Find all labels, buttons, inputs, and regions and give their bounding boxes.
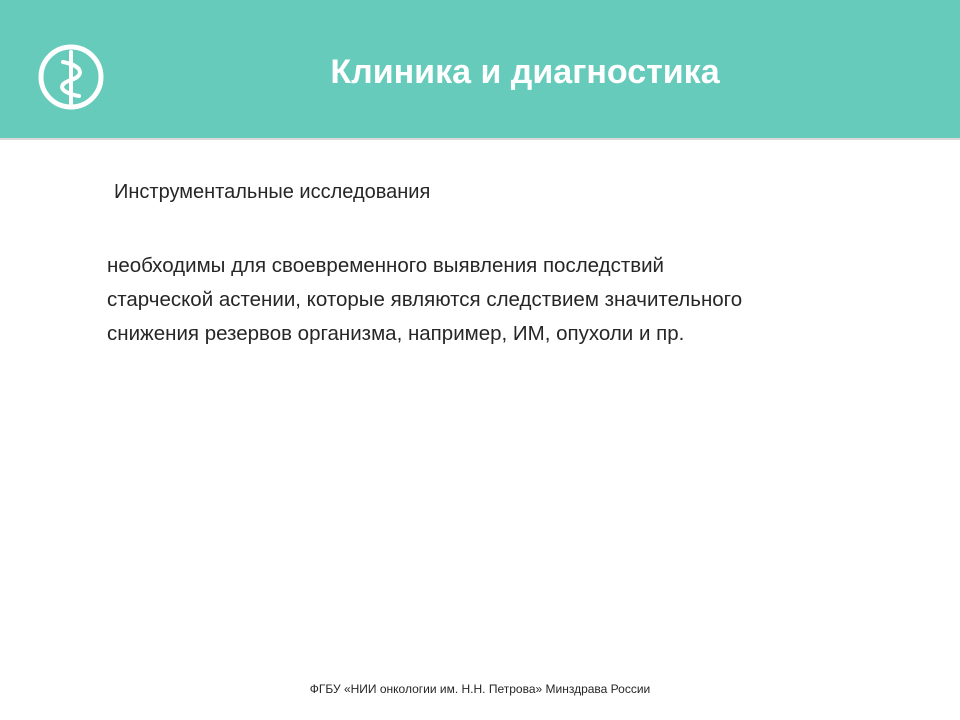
body-paragraph (107, 249, 907, 351)
slide-title: Клиника и диагностика (330, 53, 720, 91)
section-subtitle: Инструментальные исследования (114, 181, 431, 203)
caduceus-circle-icon (36, 42, 106, 112)
header-divider (0, 138, 960, 140)
body-line: старческой астении, которые являются следствием значительного (107, 288, 743, 311)
header-bar (0, 0, 960, 138)
body-line: снижения резервов организма, например, ИМ, опухоли и пр. (107, 322, 685, 345)
body-line: необходимы для своевременного выявления последствий (107, 254, 665, 277)
footer-text: ФГБУ «НИИ онкологии им. Н.Н. Петрова» Минздрава России (309, 682, 651, 696)
